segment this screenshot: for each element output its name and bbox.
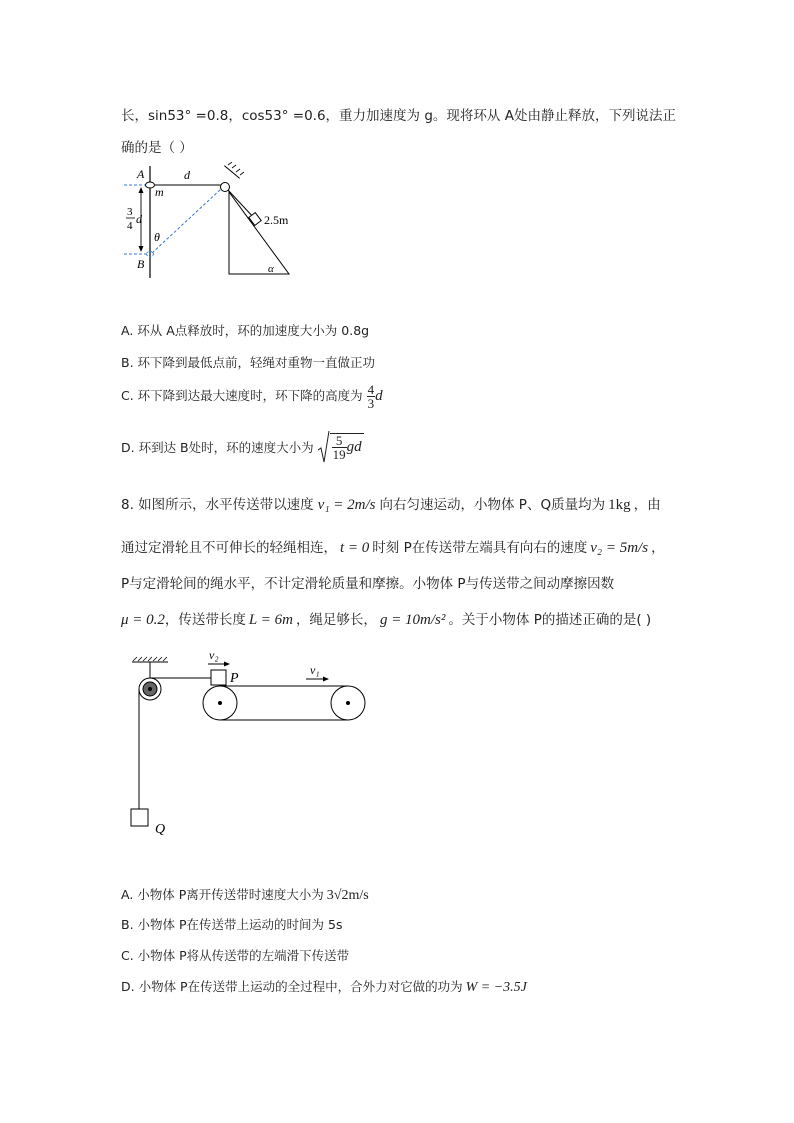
ring-a bbox=[146, 182, 155, 188]
v1-arrowhead bbox=[323, 677, 329, 682]
q7-option-b: B. 环下降到最低点前，轻绳对重物一直做正功 bbox=[121, 355, 376, 370]
q7-option-c-fraction: $\frac{4}{3}$ bbox=[367, 382, 375, 411]
q7-option-d: D. 环到达 B处时，环的速度大小为 $\frac{5}{19}$ gd bbox=[121, 430, 364, 464]
q8-stem-line1: 8. 如图所示，水平传送带以速度 v₁ = 2m/s 向右匀速运动，小物体 P、Q质量均为 1kg ，由 bbox=[121, 497, 661, 513]
label-a: A bbox=[137, 167, 145, 181]
pulley-axle bbox=[148, 687, 152, 691]
label-m: m bbox=[155, 185, 164, 199]
wheel-left-axle bbox=[218, 701, 222, 705]
wheel-right-axle bbox=[346, 701, 350, 705]
label-4: 4 bbox=[127, 220, 133, 232]
label-v2: v₂ bbox=[209, 648, 219, 662]
q8-option-a: A. 小物体 P离开传送带时速度大小为 3√2m/s bbox=[121, 887, 369, 903]
q7-option-c: C. 环下降到达最大速度时，环下降的高度为 $\frac{4}{3}$ d bbox=[121, 382, 383, 411]
sqrt-sign bbox=[318, 430, 330, 464]
q8-option-d: D. 小物体 P在传送带上运动的全过程中，合外力对它做的功为 W = −3.5J bbox=[121, 979, 527, 995]
arrowhead-up bbox=[139, 187, 144, 193]
label-3: 3 bbox=[127, 206, 133, 218]
incline bbox=[229, 192, 289, 274]
label-theta: θ bbox=[154, 230, 160, 244]
v2-arrowhead bbox=[224, 662, 230, 667]
q7-option-d-text: D. 环到达 B处时，环的速度大小为 bbox=[121, 440, 314, 455]
label-q: Q bbox=[155, 822, 166, 837]
label-alpha: α bbox=[268, 263, 274, 275]
q8-option-c: C. 小物体 P将从传送带的左端滑下传送带 bbox=[121, 948, 350, 963]
q8-stem-line2: 通过定滑轮且不可伸长的轻绳相连， t = 0 时刻 P在传送带左端具有向右的速度 v₂ = 5m/s ， bbox=[121, 540, 665, 556]
label-mass: 2.5m bbox=[264, 213, 289, 227]
q7-stem-line2: 确的是（ ） bbox=[121, 140, 193, 156]
q7-option-c-text: C. 环下降到达最大速度时，环下降的高度为 bbox=[121, 388, 363, 403]
label-b: B bbox=[137, 257, 145, 271]
q7-option-a: A. 环从 A点释放时，环的加速度大小为 0.8g bbox=[121, 323, 370, 338]
ceiling-hatch bbox=[228, 162, 244, 175]
arrowhead-down bbox=[139, 246, 144, 252]
incline-rope bbox=[228, 190, 255, 219]
q8-stem-line4: μ = 0.2，传送带长度 L = 6m ，绳足够长， g = 10m/s² 。关于小物体 P的描述正确的是( ) bbox=[121, 612, 652, 628]
block-p bbox=[211, 670, 226, 685]
q8-stem-line3: P与定滑轮间的绳水平，不计定滑轮质量和摩擦。小物体 P与传送带之间动摩擦因数 bbox=[121, 576, 615, 592]
label-p: P bbox=[230, 671, 239, 686]
block-q bbox=[131, 809, 148, 826]
q8-option-b: B. 小物体 P在传送带上运动的时间为 5s bbox=[121, 917, 343, 932]
q7-stem-line1: 长，sin53° =0.8，cos53° =0.6，重力加速度为 g。现将环从 A处由静止释放，下列说法正 bbox=[121, 108, 676, 124]
ceiling-hatch bbox=[133, 657, 167, 661]
q7-figure bbox=[118, 162, 304, 282]
label-d: d bbox=[184, 168, 190, 182]
label-v1: v₁ bbox=[310, 663, 320, 677]
q8-figure bbox=[126, 645, 376, 840]
label-d2: d bbox=[136, 212, 142, 226]
